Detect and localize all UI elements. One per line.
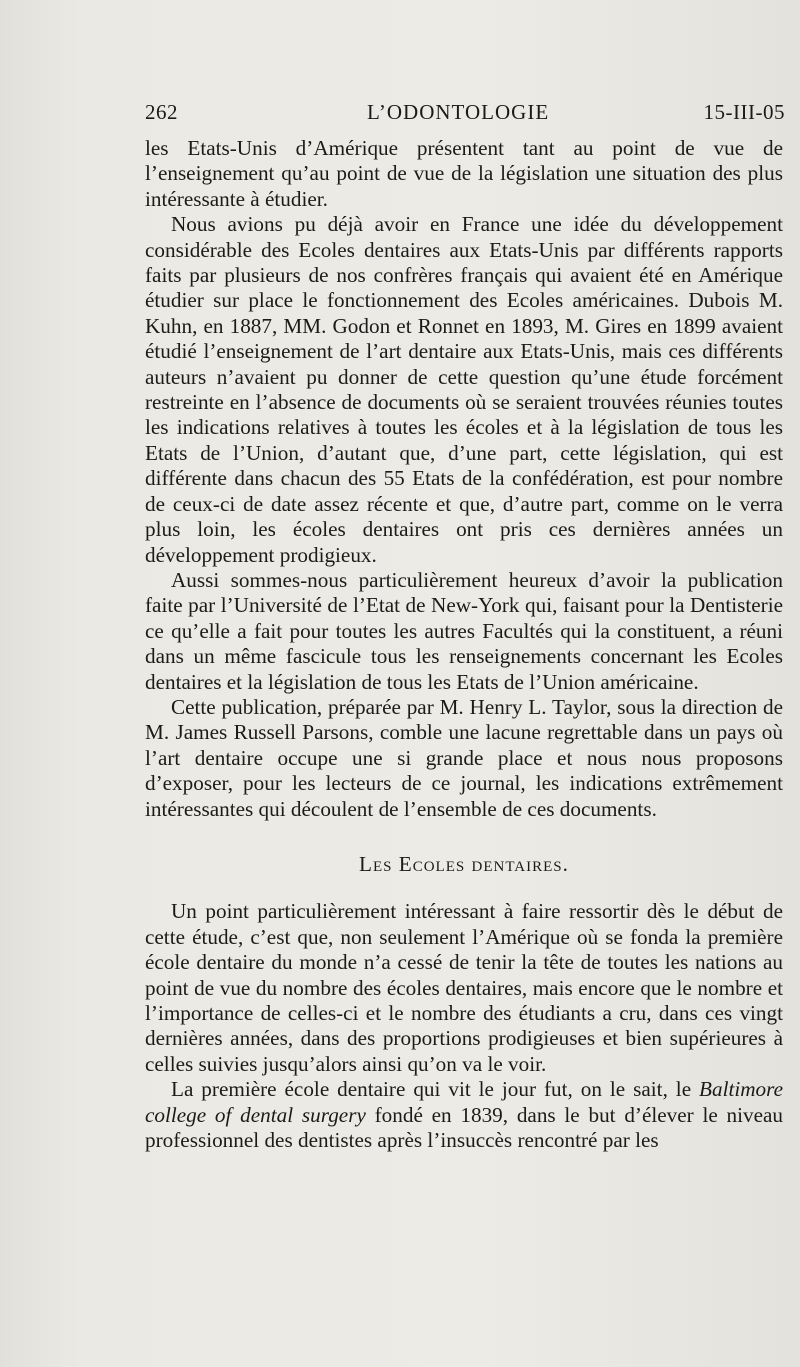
paragraph-3: Aussi sommes-nous particulièrement heureux d’avoir la publication faite par l’Université de l’Etat de New-York qui, faisant pour la Dentisterie ce qu’elle a fait pour toutes les autres Facultés qui la constituent, a réuni dans un même fascicule tous les renseignements concernant les Ecoles dentaires et la législation de tous les Etats de l’Union américaine.: [145, 567, 783, 694]
paragraph-1: les Etats-Unis d’Amérique présentent tant au point de vue de l’enseignement qu’au point de vue de la législation une situation des plus intéressante à étudier.: [145, 136, 783, 211]
paragraph-5: Un point particulièrement intéressant à faire ressortir dès le début de cette étude, c’est que, non seulement l’Amérique où se fonda la première école dentaire du monde n’a cessé de tenir la tête de toutes les nations au point de vue du nombre des écoles dentaires, mais encore que le nombre et l’importance de celles-ci et le nombre des étudiants a cru, dans ces vingt dernières années, dans des proportions prodigieuses et bien supérieures à celles suivies jusqu’alors ainsi qu’on va le voir.: [145, 899, 783, 1076]
paragraph-6-end: fondé en 1839, dans le but d’élever le niveau professionnel des dentistes après l’insuccès rencontré par les: [145, 1102, 784, 1153]
paragraph-6-start: La première école dentaire qui vit le jour fut, on le sait, le: [171, 1077, 700, 1102]
journal-title: L’ODONTOLOGIE: [367, 100, 550, 124]
issue-date: 15-III-05: [703, 100, 785, 124]
section-title: Les Ecoles dentaires.: [359, 851, 569, 876]
page-number: 262: [145, 100, 178, 124]
paragraph-6: [145, 1077, 783, 1153]
college-name-italic: Baltimore college of dental surgery: [145, 1077, 783, 1127]
paragraph-4: Cette publication, préparée par M. Henry L. Taylor, sous la direction de M. James Russell Parsons, comble une lacune regrettable dans un pays où l’art dentaire occupe une si grande place et nous nous proposons d’exposer, pour les lecteurs de ce journal, les indications extrêmement intéressantes qui découlent de l’ensemble de ces documents.: [145, 694, 783, 821]
article-body: [145, 136, 783, 1153]
running-header: [145, 100, 785, 130]
paragraph-2: Nous avions pu déjà avoir en France une idée du développement considérable des Ecoles dentaires aux Etats-Unis par différents rapports faits par plusieurs de nos confrères français qui avaient été en Amérique étudier sur place le fonctionnement des Ecoles américaines. Dubois M. Kuhn, en 1887, MM. Godon et Ronnet en 1893, M. Gires en 1899 avaient étudié l’enseignement de l’art dentaire aux Etats-Unis, mais ces différents auteurs n’avaient pu donner de cette question qu’une étude forcément restreinte en l’absence de documents où se seraient trouvées réunies toutes les indications relatives à toutes les écoles et à la législation de tous les Etats de l’Union, d’autant que, d’une part, cette législation, qui est différente dans chacun des 55 Etats de la confédération, est pour nombre de ceux-ci de date assez récente et que, d’autre part, comme on le verra plus loin, les écoles dentaires ont pris ces dernières années un développement prodigieux.: [145, 212, 783, 567]
